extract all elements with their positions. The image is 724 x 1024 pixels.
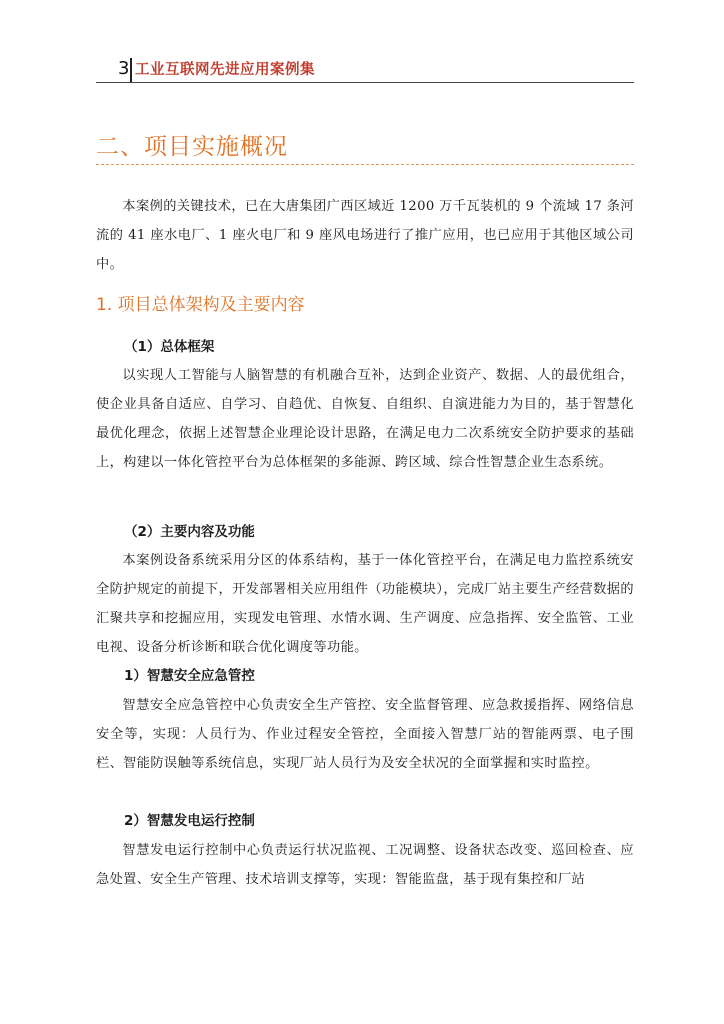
generation-paragraph: 智慧发电运行控制中心负责运行状况监视、工况调整、设备状态改变、巡回检查、应急处置、安全生产管理、技术培训支撑等，实现：智能监盘，基于现有集控和厂站 (96, 843, 634, 887)
safety-paragraph: 智慧安全应急管控中心负责安全生产管控、安全监督管理、应急救援指挥、网络信息安全等，实现：人员行为、作业过程安全管控，全面接入智慧厂站的智能两票、电子围栏、智能防误触等系统信息，实现厂站人员行为及安全状况的全面掌握和实时监控。 (96, 698, 634, 771)
header-divider (130, 58, 132, 82)
generation-heading: 2）智慧发电运行控制 (124, 813, 255, 829)
framework-heading: （1）总体框架 (124, 339, 215, 355)
section-divider (96, 164, 634, 165)
running-header (96, 56, 634, 83)
intro-paragraph: 本案例的关键技术，已在大唐集团广西区域近 1200 万千瓦装机的 9 个流域 17 条河流的 41 座水电厂、1 座火电厂和 9 座风电场进行了推广应用，也已应用于其他区域公司中。 (96, 199, 634, 272)
safety-heading: 1）智慧安全应急管控 (124, 668, 255, 684)
main-content-heading: （2）主要内容及功能 (124, 524, 255, 540)
book-title: 工业互联网先进应用案例集 (135, 62, 315, 78)
framework-paragraph: 以实现人工智能与人脑智慧的有机融合互补，达到企业资产、数据、人的最优组合，使企业具备自适应、自学习、自趋优、自恢复、自组织、自演进能力为目的，基于智慧化最优化理念，依据上述智慧企业理论设计思路，在满足电力二次系统安全防护要求的基础上，构建以一体化管控平台为总体框架的多能源、跨区域、综合性智慧企业生态系统。 (96, 368, 634, 470)
main-content-paragraph: 本案例设备系统采用分区的体系结构，基于一体化管控平台，在满足电力监控系统安全防护规定的前提下，开发部署相关应用组件（功能模块），完成厂站主要生产经营数据的汇聚共享和挖掘应用，实现发电管理、水情水调、生产调度、应急指挥、安全监管、工业电视、设备分析诊断和联合优化调度等功能。 (96, 553, 634, 655)
subsection-title: 1. 项目总体架构及主要内容 (96, 295, 305, 315)
section-title: 二、项目实施概况 (96, 134, 288, 160)
page-number: 3 (118, 58, 130, 79)
